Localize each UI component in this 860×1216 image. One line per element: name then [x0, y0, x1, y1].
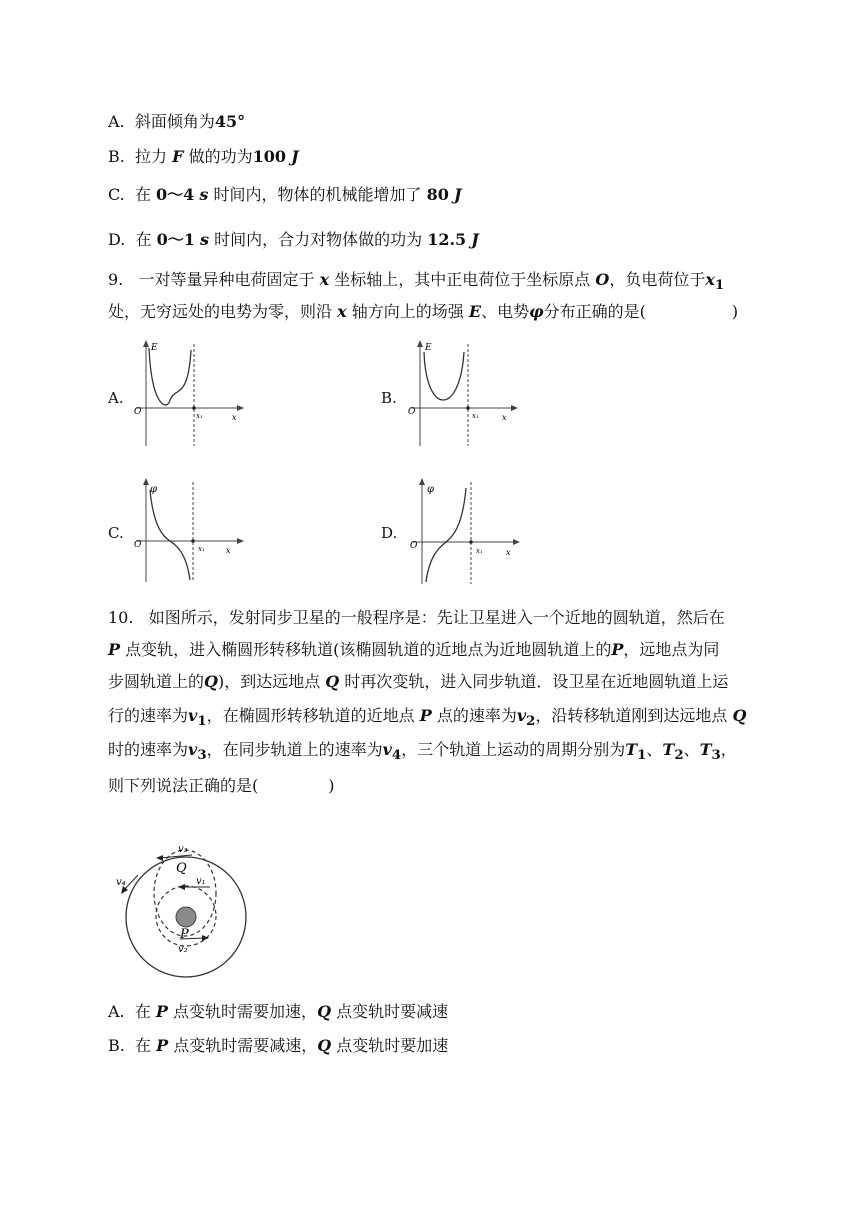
y-label: φ	[427, 484, 435, 495]
p-point-label: P	[180, 927, 189, 942]
origin-label: O	[408, 407, 416, 417]
q8-option-b: B. 拉力 F 做的功为100 J	[108, 147, 299, 166]
q9-graph-a-label: A.	[108, 389, 124, 407]
x1-label: x₁	[196, 412, 203, 420]
q10-line-1: 10. 如图所示，发射同步卫星的一般程序是：先让卫星进入一个近地的圆轨道，然后在	[108, 608, 725, 627]
x1-label: x₁	[472, 412, 479, 420]
x-axis-arrow	[237, 405, 244, 411]
v1-label: v₁	[196, 876, 206, 887]
curve	[426, 488, 466, 582]
q9-line-1: 9. 一对等量异种电荷固定于 x 坐标轴上，其中正电荷位于坐标原点 O，负电荷位于$x_1$	[108, 270, 725, 294]
v4-arrow	[124, 875, 138, 890]
q8-option-c: C. 在 0～4 s 时间内，物体的机械能增加了 80 J	[108, 185, 462, 204]
x1-label: x₁	[198, 545, 205, 553]
q8-option-d: D. 在 0～1 s 时间内，合力对物体做的功为 12.5 J	[108, 230, 479, 249]
q10-option-a: A. 在 P 点变轨时需要加速，Q 点变轨时要减速	[108, 1002, 449, 1021]
origin-label: O	[134, 540, 142, 550]
v4-label: v₄	[116, 877, 126, 888]
v1-arrowhead	[178, 884, 185, 890]
x-axis-arrow	[511, 405, 518, 411]
x-label: x	[502, 413, 507, 422]
q10-line-4: 行的速率为$v_1$，在椭圆形转移轨道的近地点 P 点的速率为$v_2$，沿转移轨道刚到达远地点 Q	[108, 706, 747, 730]
q9-graph-b	[402, 338, 522, 448]
curve	[424, 352, 464, 400]
v2-label: v₂	[178, 944, 188, 955]
x1-label: x₁	[476, 547, 483, 555]
x-axis-arrow	[237, 538, 244, 544]
y-label: E	[425, 343, 432, 353]
q8-option-a: A. 斜面倾角为45°	[108, 112, 246, 131]
q-point-label: Q	[176, 861, 187, 876]
y-label: φ	[150, 484, 158, 495]
q10-line-5: 时的速率为$v_3$，在同步轨道上的速率为$v_4$，三个轨道上运动的周期分别为$T_1$、$T_2$、$T_3$，	[108, 740, 737, 764]
q9-graph-c-label: C.	[108, 524, 124, 542]
y-axis-arrow	[419, 478, 425, 485]
origin-label: O	[410, 541, 418, 551]
q9-graph-d-label: D.	[381, 524, 398, 542]
x-label: x	[232, 413, 237, 422]
q10-orbit-figure	[110, 840, 260, 990]
x1-point	[192, 406, 196, 410]
y-axis-arrow	[143, 478, 149, 485]
q9-line-2: 处，无穷远处的电势为零，则沿 x 轴方向上的场强 E、电势φ分布正确的是( )	[108, 302, 739, 321]
curve	[149, 348, 191, 405]
x-label: x	[226, 546, 231, 555]
x-axis-arrow	[513, 539, 520, 545]
curve	[150, 490, 190, 580]
q10-line-2: P 点变轨，进入椭圆形转移轨道(该椭圆轨道的近地点为近地圆轨道上的P，远地点为同	[108, 640, 720, 659]
q9-graph-d	[404, 476, 524, 586]
earth	[176, 907, 196, 927]
q10-option-b: B. 在 P 点变轨时需要减速，Q 点变轨时要加速	[108, 1036, 449, 1055]
x1-point	[466, 406, 470, 410]
origin-label: O	[134, 407, 142, 417]
q9-graph-b-label: B.	[381, 389, 397, 407]
x1-point	[191, 539, 195, 543]
v3-label: v₃	[178, 844, 188, 855]
y-axis-arrow	[143, 340, 149, 347]
y-label: E	[151, 343, 158, 353]
v3-arrowhead	[156, 855, 163, 861]
x-label: x	[506, 548, 511, 557]
y-axis-arrow	[417, 340, 423, 347]
q9-graph-c	[128, 476, 248, 586]
q9-graph-a	[128, 338, 248, 448]
q10-line-3: 步圆轨道上的Q)，到达远地点 Q 时再次变轨，进入同步轨道．设卫星在近地圆轨道上运	[108, 672, 729, 691]
q10-line-6: 则下列说法正确的是( )	[108, 776, 335, 795]
x1-point	[469, 540, 473, 544]
